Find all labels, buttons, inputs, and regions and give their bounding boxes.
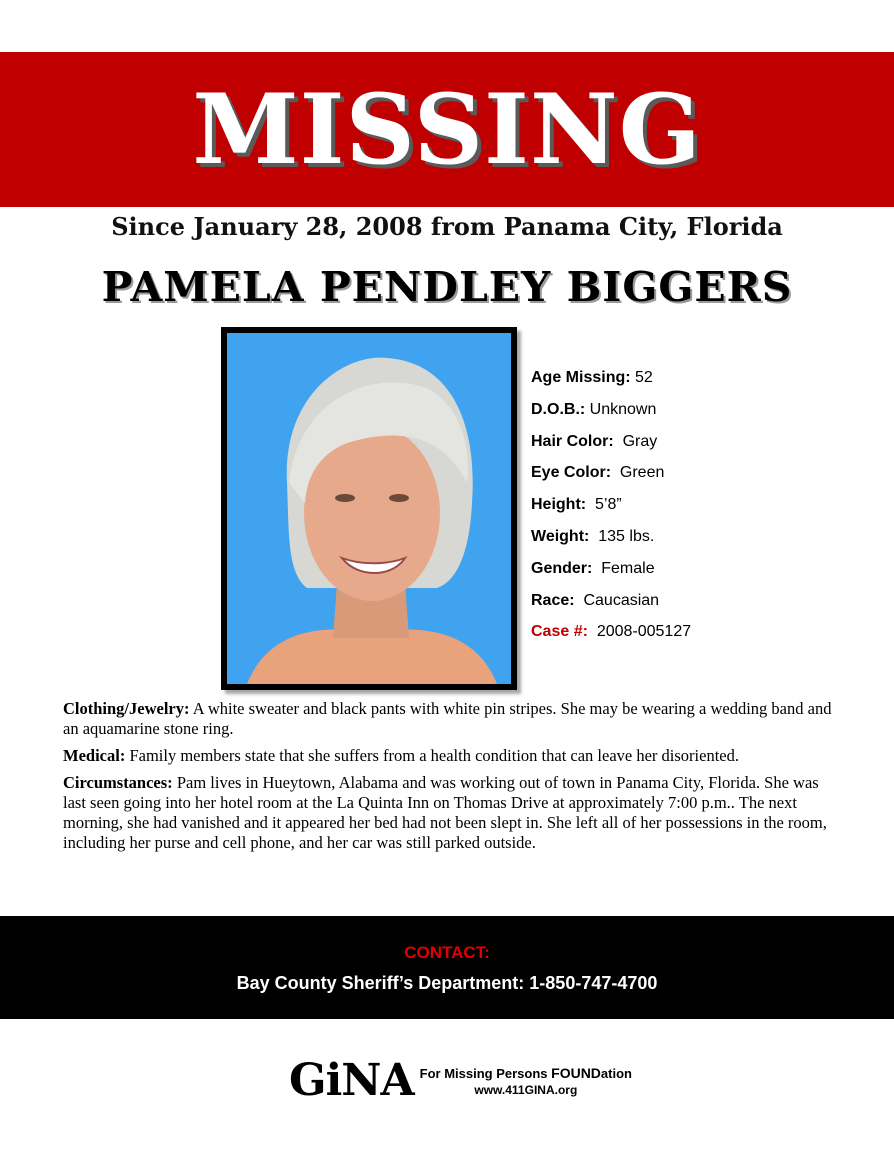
paragraph-clothing: Clothing/Jewelry: A white sweater and black pants with white pin stripes. She may be wearing a wedding band and an aquamarine stone ring. bbox=[63, 699, 832, 738]
detail-weight: Weight: 135 lbs. bbox=[531, 527, 655, 545]
detail-dob: D.O.B.: Unknown bbox=[531, 400, 657, 418]
contact-banner bbox=[0, 916, 894, 1019]
missing-since-line: Since January 28, 2008 from Panama City, Florida bbox=[111, 212, 783, 241]
gina-logo-mark: GiNA bbox=[289, 1055, 414, 1106]
gina-logo bbox=[289, 1055, 632, 1106]
detail-age: Age Missing: 52 bbox=[531, 369, 653, 386]
paragraph-circumstances: Circumstances: Pam lives in Hueytown, Alabama and was working out of town in Panama City, Florida. She was last seen going into her hotel room at the La Quinta Inn on Thomas Drive at approximately 7:00 p.m.. The next morning, she had vanished and it appeared her bed had not been slept in. She left all of her possessions in the room, including her purse and cell phone, and her car was still parked outside. bbox=[63, 773, 827, 852]
portrait-illustration bbox=[227, 333, 511, 684]
case-description bbox=[63, 699, 843, 860]
detail-hair-color: Hair Color: Gray bbox=[531, 432, 658, 450]
detail-eye-color: Eye Color: Green bbox=[531, 464, 665, 482]
detail-height: Height: 5’8” bbox=[531, 496, 622, 514]
gina-tagline: For Missing Persons FOUNDation bbox=[419, 1064, 632, 1081]
missing-person-name: PAMELA PENDLEY BIGGERS bbox=[101, 263, 793, 311]
paragraph-medical: Medical: Family members state that she suffers from a health condition that can leave her disoriented. bbox=[63, 746, 739, 765]
missing-banner bbox=[0, 52, 894, 207]
detail-case-number: Case #: 2008-005127 bbox=[531, 623, 692, 641]
missing-person-photo bbox=[221, 327, 517, 690]
gina-website[interactable]: www.411GINA.org bbox=[474, 1082, 578, 1097]
detail-gender: Gender: Female bbox=[531, 559, 655, 577]
detail-race: Race: Caucasian bbox=[531, 591, 660, 609]
missing-title: MISSING bbox=[192, 72, 702, 186]
contact-info: Bay County Sheriff’s Department: 1-850-747-4700 bbox=[236, 973, 658, 993]
contact-label: CONTACT: bbox=[404, 943, 490, 962]
physical-details bbox=[531, 367, 871, 653]
gina-logo-text bbox=[420, 1065, 632, 1098]
